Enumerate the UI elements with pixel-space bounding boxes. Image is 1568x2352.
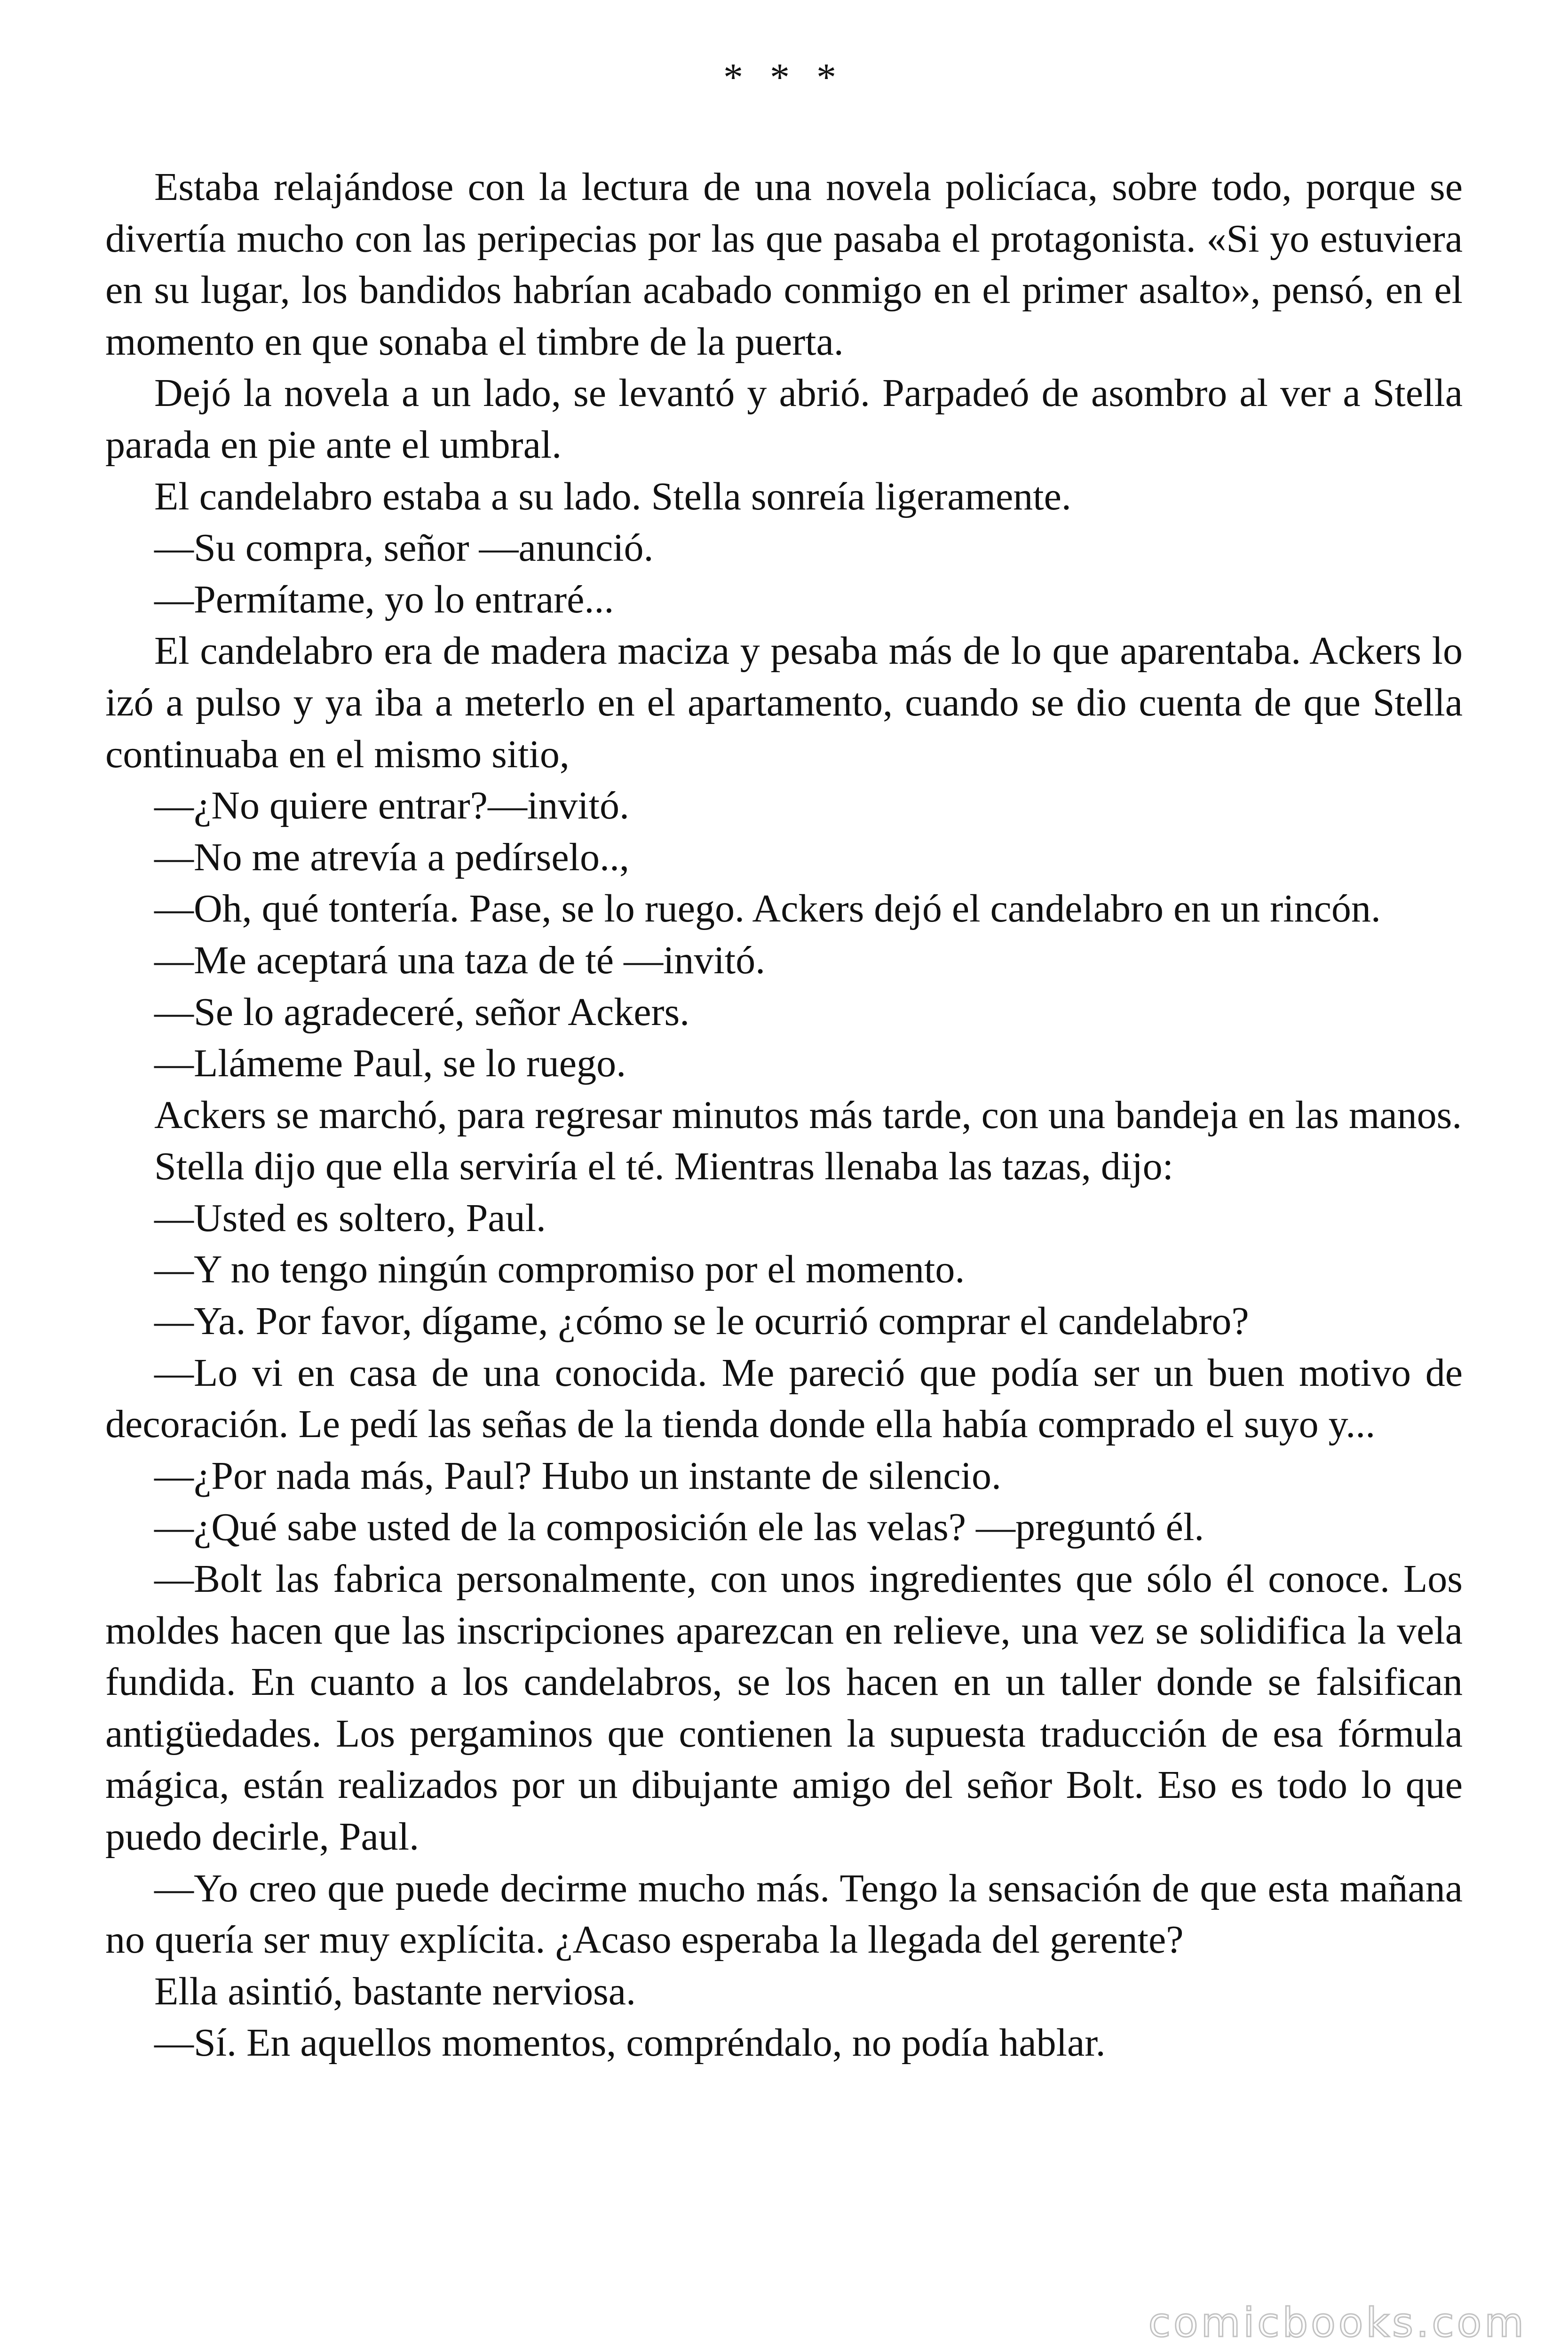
paragraph: —Ya. Por favor, dígame, ¿cómo se le ocurrió comprar el candelabro? [154,1299,1249,1343]
paragraph: Stella dijo que ella serviría el té. Mientras llenaba las tazas, dijo: [154,1144,1173,1189]
paragraph: El candelabro era de madera maciza y pesaba más de lo que aparentaba. Ackers lo izó a pulso y ya iba a meterlo en el apartamento, cuando se dio cuenta de que Stella continuaba en el mismo sitio, [105,629,1463,776]
body-text [105,161,1463,2069]
paragraph: —¿Qué sabe usted de la composición ele las velas? —preguntó él. [154,1505,1204,1549]
paragraph: —¿Por nada más, Paul? Hubo un instante de silencio. [154,1454,1001,1498]
paragraph: —¿No quiere entrar?—invitó. [154,784,629,828]
paragraph: —No me atrevía a pedírselo.., [154,835,629,879]
paragraph: —Usted es soltero, Paul. [154,1196,546,1240]
paragraph: —Llámeme Paul, se lo ruego. [154,1041,626,1086]
paragraph: El candelabro estaba a su lado. Stella sonreía ligeramente. [154,474,1071,518]
paragraph: Estaba relajándose con la lectura de una novela policíaca, sobre todo, porque se divertía mucho con las peripecias por las que pasaba el protagonista. «Si yo estuviera en su lugar, los bandidos habrían acabado conmigo en el primer asalto», pensó, en el momento en que sonaba el timbre de la puerta. [105,165,1463,364]
paragraph: —Sí. En aquellos momentos, compréndalo, no podía hablar. [154,2021,1106,2065]
paragraph: —Su compra, señor —anunció. [154,526,654,570]
section-separator: * * * [723,56,845,99]
paragraph: Dejó la novela a un lado, se levantó y abrió. Parpadeó de asombro al ver a Stella parada en pie ante el umbral. [105,371,1463,467]
paragraph: —Permítame, yo lo entraré... [154,577,614,621]
paragraph: —Bolt las fabrica personalmente, con unos ingredientes que sólo él conoce. Los moldes hacen que las inscripciones aparezcan en relieve, una vez se solidifica la vela fundida. En cuanto a los candelabros, se los hacen en un taller donde se falsifican antigüedades. Los pergaminos que contienen la supuesta traducción de esa fórmula mágica, están realizados por un dibujante amigo del señor Bolt. Eso es todo lo que puedo decirle, Paul. [105,1557,1463,1859]
paragraph: —Lo vi en casa de una conocida. Me pareció que podía ser un buen motivo de decoración. Le pedí las señas de la tienda donde ella había comprado el suyo y... [105,1351,1463,1446]
paragraph: —Se lo agradeceré, señor Ackers. [154,990,690,1034]
paragraph: —Oh, qué tontería. Pase, se lo ruego. Ackers dejó el candelabro en un rincón. [154,887,1381,931]
paragraph: Ackers se marchó, para regresar minutos más tarde, con una bandeja en las manos. [154,1093,1462,1137]
paragraph: —Me aceptará una taza de té —invitó. [154,938,766,982]
paragraph: Ella asintió, bastante nerviosa. [154,1969,636,2013]
paragraph: —Y no tengo ningún compromiso por el momento. [154,1248,965,1292]
paragraph: —Yo creo que puede decirme mucho más. Tengo la sensación de que esta mañana no quería ser muy explícita. ¿Acaso esperaba la llegada del gerente? [105,1866,1463,1962]
watermark: comicbooks.com [1148,2299,1527,2346]
